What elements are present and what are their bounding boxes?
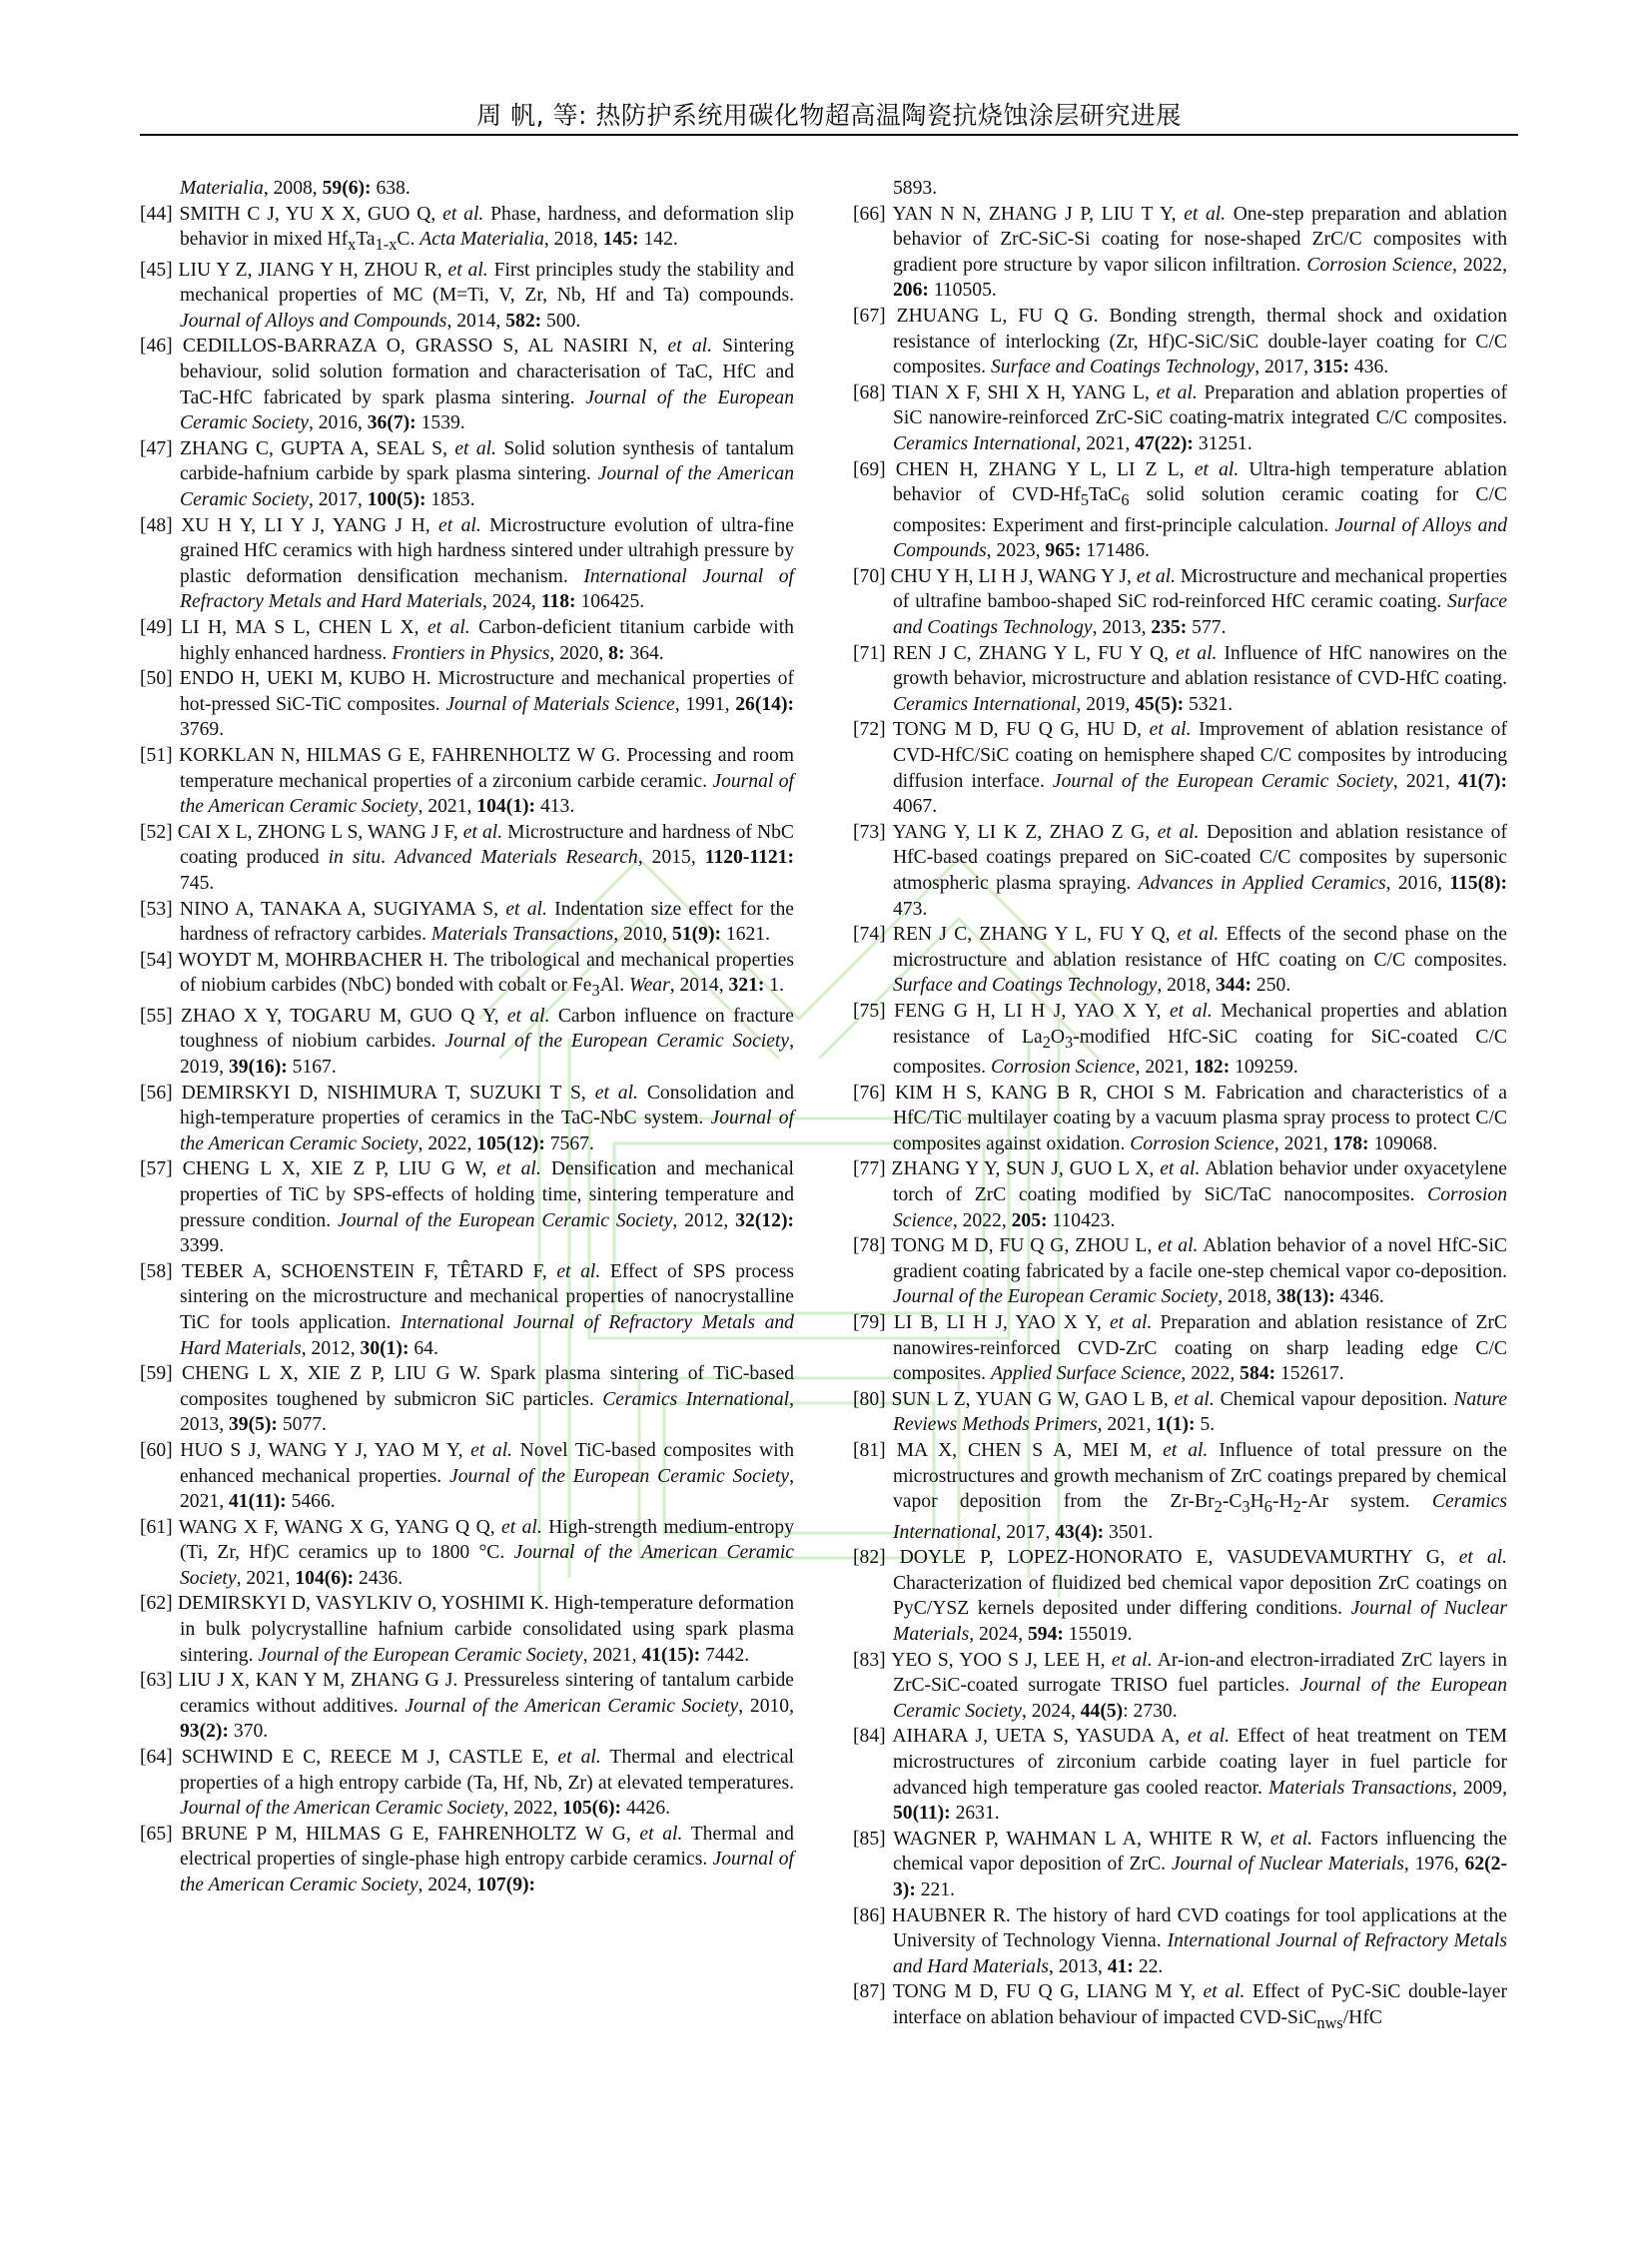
reference-entry [853,1648,1507,1725]
reference-number: [47] [140,437,180,459]
reference-entry [140,1156,794,1258]
reference-text: CEDILLOS-BARRAZA O, GRASSO S, AL NASIRI N, et al. Sintering behaviour, solid solution formation and characterisation of TaC, HfC and TaC-HfC fabricated by spark plasma sintering. Journal of the European Ceramic Society, 2016, 36(7): 1539. [180,336,795,434]
reference-entry [853,1310,1507,1387]
reference-number: [80] [853,1388,892,1410]
reference-number: [75] [853,1000,895,1022]
reference-number: [83] [853,1649,892,1671]
reference-number: [44] [140,203,180,225]
reference-number: [51] [140,744,180,766]
reference-text: LIU Y Z, JIANG Y H, ZHOU R, et al. First principles study the stability and mechanical properties of MC (M=Ti, V, Zr, Nb, Hf and Ta) compounds. Journal of Alloys and Compounds, 2014, 582: 500. [178,259,794,332]
reference-entry [853,1827,1507,1903]
reference-number: [58] [140,1260,182,1282]
reference-number: [53] [140,898,180,920]
reference-entry [140,743,794,820]
reference-number: [71] [853,642,893,664]
reference-text: BRUNE P M, HILMAS G E, FAHRENHOLTZ W G, et al. Thermal and electrical properties of single‐phase high entropy carbide ceramics. Journal of the American Ceramic Society, 2024, 107(9): [180,1823,794,1895]
reference-entry [853,1233,1507,1310]
reference-entry [140,436,794,513]
reference-text: CHEN H, ZHANG Y L, LI Z L, et al. Ultra-high temperature ablation behavior of CVD-$Hf_5TaC_6$ solid solution ceramic coating for C/C composites: Experiment and first-principle calculation. Journal of Alloys and Compounds, 2023, 965: 171486. [893,458,1507,562]
reference-text: WANG X F, WANG X G, YANG Q Q, et al. High‐strength medium‐entropy (Ti, Zr, Hf)C ceramics up to 1800 °C. Journal of the American Ceramic Society, 2021, 104(6): 2436. [178,1516,794,1589]
reference-text: WOYDT M, MOHRBACHER H. The tribological and mechanical properties of niobium carbides (NbC) bonded with cobalt or $Fe_3Al$. Wear, 2014, 321: 1. [178,949,794,1001]
reference-text: CAI X L, ZHONG L S, WANG J F, et al. Microstructure and hardness of NbC coating produced in situ. Advanced Materials Research, 2015, 1120-1121: 745. [177,821,795,894]
reference-text: KIM H S, KANG B R, CHOI S M. Fabrication and characteristics of a HfC/TiC multilayer coating by a vacuum plasma spray process to protect C/C composites against oxidation. Corrosion Science, 2021, 178: 109068. [893,1082,1507,1154]
reference-entry [853,380,1507,457]
reference-number: [86] [853,1904,892,1926]
reference-text: YANG Y, LI K Z, ZHAO Z G, et al. Deposition and ablation resistance of HfC-based coatings prepared on SiC-coated C/C composites by supersonic atmospheric plasma spraying. Advances in Applied Ceramics, 2016, 115(8): 473. [892,821,1507,920]
reference-text: LIU J X, KAN Y M, ZHANG G J. Pressureless sintering of tantalum carbide ceramics without additives. Journal of the American Ceramic Society, 2010, 93(2): 370. [178,1670,794,1743]
reference-entry [853,1724,1507,1826]
reference-number: [85] [853,1828,894,1850]
reference-entry [853,457,1507,564]
reference-number: [65] [140,1823,182,1845]
reference-text: DEMIRSKYI D, NISHIMURA T, SUZUKI T S, et al. Consolidation and high‐temperature properties of ceramics in the TaC‐NbC system. Journal of the American Ceramic Society, 2022, 105(12): 7567. [180,1082,795,1154]
reference-number: [82] [853,1547,900,1569]
right-column [853,176,1507,2035]
reference-number: [72] [853,719,893,741]
reference-text: YEO S, YOO S J, LEE H, et al. Ar-ion-and electron-irradiated ZrC layers in ZrC-SiC-coated surrogate TRISO fuel particles. Journal of the European Ceramic Society, 2024, 44(5): 2730. [891,1649,1508,1722]
reference-entry [853,202,1507,304]
reference-text: YAN N N, ZHANG J P, LIU T Y, et al. One-step preparation and ablation behavior of ZrC-SiC-Si coating for nose-shaped ZrC/C composites with gradient pore structure by vapor silicon infiltration. Corrosion Science, 2022, 206: 110505. [892,203,1507,302]
reference-text: TONG M D, FU Q G, LIANG M Y, et al. Effect of PyC-SiC double-layer interface on ablation behaviour of impacted CVD-SiC$_{nws}$/HfC [892,1981,1507,2032]
reference-text: WAGNER P, WAHMAN L A, WHITE R W, et al. Factors influencing the chemical vapor deposition of ZrC. Journal of Nuclear Materials, 1976, 62(2-3): 221. [893,1828,1507,1900]
reference-number: [74] [853,924,893,946]
reference-entry [853,1081,1507,1157]
reference-entry [140,202,794,258]
reference-entry [140,1591,794,1668]
reference-list-right [853,202,1507,2036]
reference-text: CHU Y H, LI H J, WANG Y J, et al. Microstructure and mechanical properties of ultrafine bamboo-shaped SiC rod-reinforced HfC ceramic coating. Surface and Coatings Technology, 2013, 235: 577. [890,565,1507,638]
reference-text: TEBER A, SCHOENSTEIN F, TÊTARD F, et al. Effect of SPS process sintering on the microstructure and mechanical properties of nanocrystalline TiC for tools application. International Journal of Refractory Metals and Hard Materials, 2012, 30(1): 64. [180,1260,794,1359]
reference-entry [853,1387,1507,1438]
reference-text: TONG M D, FU Q G, HU D, et al. Improvement of ablation resistance of CVD-HfC/SiC coating on hemisphere shaped C/C composites by introducing diffusion interface. Journal of the European Ceramic Society, 2021, 41(7): 4067. [892,719,1507,818]
reference-text: FENG G H, LI H J, YAO X Y, et al. Mechanical properties and ablation resistance of $La_2O_3$-modified HfC-SiC coating for SiC-coated C/C composites. Corrosion Science, 2021, 182: 109259. [893,1000,1508,1078]
reference-number: [60] [140,1439,181,1461]
reference-text: ZHANG C, GUPTA A, SEAL S, et al. Solid solution synthesis of tantalum carbide-hafnium carbide by spark plasma sintering. Journal of the American Ceramic Society, 2017, 100(5): 1853. [180,437,794,511]
left-column [140,176,794,1898]
reference-entry [853,1545,1507,1647]
reference-entry [853,717,1507,819]
running-header: 周 帆, 等: 热防护系统用碳化物超高温陶瓷抗烧蚀涂层研究进展 [476,101,1182,130]
reference-entry [140,1361,794,1438]
reference-entry [140,1438,794,1515]
reference-text: ENDO H, UEKI M, KUBO H. Microstructure and mechanical properties of hot-pressed SiC-TiC composites. Journal of Materials Science, 1991, 26(14): 3769. [179,668,794,741]
reference-number: [52] [140,821,178,843]
reference-text: NINO A, TANAKA A, SUGIYAMA S, et al. Indentation size effect for the hardness of refractory carbides. Materials Transactions, 2010, 51(9): 1621. [179,898,794,946]
reference-number: [59] [140,1363,183,1385]
reference-number: [64] [140,1747,182,1769]
reference-number: [50] [140,668,180,690]
reference-number: [54] [140,949,179,971]
reference-number: [69] [853,458,896,480]
reference-entry [140,1081,794,1157]
reference-text: HAUBNER R. The history of hard CVD coatings for tool applications at the University of Technology Vienna. International Journal of Refractory Metals and Hard Materials, 2013, 41: 22. [891,1904,1508,1977]
reference-entry [853,922,1507,999]
reference-number: [49] [140,617,182,638]
reference-number: [67] [853,305,897,327]
reference-number: [68] [853,381,893,403]
reference-text: DEMIRSKYI D, VASYLKIV O, YOSHIMI K. High-temperature deformation in bulk polycrystalline hafnium carbide consolidated using spark plasma sintering. Journal of the European Ceramic Society, 2021, 41(15): 7442. [177,1593,794,1666]
reference-entry [140,897,794,948]
reference-text: KORKLAN N, HILMAS G E, FAHRENHOLTZ W G. Processing and room temperature mechanical properties of a zirconium carbide ceramic. Journal of the American Ceramic Society, 2021, 104(1): 413. [179,744,795,818]
reference-number: [66] [853,203,893,225]
reference-number: [78] [853,1235,892,1257]
reference-entry [140,948,794,1004]
reference-number: [77] [853,1158,892,1180]
reference-entry [140,258,794,335]
reference-text: SCHWIND E C, REECE M J, CASTLE E, et al. Thermal and electrical properties of a high entropy carbide (Ta, Hf, Nb, Zr) at elevated temperatures. Journal of the American Ceramic Society, 2022, 105(6): 4426. [180,1747,794,1820]
reference-entry [140,513,794,615]
reference-entry [853,820,1507,922]
reference-text: XU H Y, LI Y J, YANG J H, et al. Microstructure evolution of ultra-fine grained HfC ceramics with high hardness sintered under ultrahigh pressure by plastic deformation densification mechanism. International Journal of Refractory Metals and Hard Materials, 2024, 118: 106425. [180,514,794,613]
reference-entry [140,1745,794,1822]
reference-entry [140,666,794,743]
reference-text: CHENG L X, XIE Z P, LIU G W, et al. Densification and mechanical properties of TiC by SPS-effects of holding time, sintering temperature and pressure condition. Journal of the European Ceramic Society, 2012, 32(12): 3399. [180,1158,795,1257]
reference-text: TONG M D, FU Q G, ZHOU L, et al. Ablation behavior of a novel HfC-SiC gradient coating fabricated by a facile one-step chemical vapor co-deposition. Journal of the European Ceramic Society, 2018, 38(13): 4346. [891,1235,1507,1308]
reference-number: [61] [140,1516,179,1538]
reference-entry [140,1004,794,1081]
reference-text: SUN L Z, YUAN G W, GAO L B, et al. Chemical vapour deposition. Nature Reviews Methods Primers, 2021, 1(1): 5. [891,1388,1508,1436]
reference-text: REN J C, ZHANG Y L, FU Y Q, et al. Effects of the second phase on the microstructure and ablation resistance of HfC coating on C/C composites. Surface and Coatings Technology, 2018, 344: 250. [892,924,1507,997]
reference-text: ZHUANG L, FU Q G. Bonding strength, thermal shock and oxidation resistance of interlocking (Zr, Hf)C-SiC/SiC double-layer coating for C/C composites. Surface and Coatings Technology, 2017, 315: 436. [893,305,1507,378]
reference-number: [84] [853,1726,893,1748]
reference-continuation: Materialia, 2008, 59(6): 638. [180,178,411,199]
reference-text: LI B, LI H J, YAO X Y, et al. Preparation and ablation resistance of ZrC nanowires-reinforced CVD-ZrC coating on sharp leading edge C/C composites. Applied Surface Science, 2022, 584: 152617. [893,1311,1508,1385]
reference-number: [73] [853,821,893,843]
reference-entry [140,820,794,897]
reference-text: ZHAO X Y, TOGARU M, GUO Q Y, et al. Carbon influence on fracture toughness of niobium carbides. Journal of the European Ceramic Society, 2019, 39(16): 5167. [180,1005,794,1078]
reference-text: CHENG L X, XIE Z P, LIU G W. Spark plasma sintering of TiC-based composites toughened by submicron SiC particles. Ceramics International, 2013, 39(5): 5077. [180,1363,795,1436]
reference-entry [853,1979,1507,2035]
reference-number: [76] [853,1082,895,1104]
reference-text: HUO S J, WANG Y J, YAO M Y, et al. Novel TiC-based composites with enhanced mechanical properties. Journal of the European Ceramic Society, 2021, 41(11): 5466. [180,1439,794,1513]
reference-entry [140,1515,794,1592]
reference-number: [46] [140,336,183,358]
reference-entry [853,564,1507,641]
reference-entry [853,1438,1507,1545]
reference-number: [79] [853,1311,894,1333]
reference-text: ZHANG Y Y, SUN J, GUO L X, et al. Ablation behavior under oxyacetylene torch of ZrC coating modified by SiC/TaC nanocomposites. Corrosion Science, 2022, 205: 110423. [891,1158,1507,1231]
reference-entry [853,1156,1507,1233]
reference-text: DOYLE P, LOPEZ-HONORATO E, VASUDEVAMURTHY G, et al. Characterization of fluidized bed chemical vapor deposition ZrC coatings on PyC/YSZ kernels deposited under differing conditions. Journal of Nuclear Materials, 2024, 594: 155019. [893,1547,1507,1645]
reference-number: [70] [853,565,891,587]
reference-entry [853,1903,1507,1980]
reference-number: [87] [853,1981,893,2003]
reference-text: AIHARA J, UETA S, YASUDA A, et al. Effect of heat treatment on TEM microstructures of zirconium carbide coating layer in fuel particle for advanced high temperature gas cooled reactor. Materials Transactions, 2009, 50(11): 2631. [892,1726,1508,1825]
reference-continuation: 5893. [893,178,938,199]
reference-text: LI H, MA S L, CHEN L X, et al. Carbon-deficient titanium carbide with highly enhanced hardness. Frontiers in Physics, 2020, 8: 364. [180,617,794,664]
reference-number: [56] [140,1082,182,1104]
reference-number: [48] [140,514,182,536]
reference-number: [81] [853,1439,897,1461]
reference-text: MA X, CHEN S A, MEI M, et al. Influence of total pressure on the microstructures and growth mechanism of ZrC coatings prepared by chemical vapor deposition from the $Zr-Br_2-C_3H_6-H_2-Ar$ system. Ceramics International, 2017, 43(4): 3501. [893,1439,1507,1543]
reference-entry [140,1259,794,1361]
reference-number: [57] [140,1158,183,1180]
reference-text: TIAN X F, SHI X H, YANG L, et al. Preparation and ablation properties of SiC nanowire-reinforced ZrC-SiC coating-matrix integrated C/C composites. Ceramics International, 2021, 47(22): 31251. [892,381,1507,454]
reference-entry [140,1668,794,1745]
reference-number: [55] [140,1005,181,1027]
reference-number: [63] [140,1670,179,1692]
reference-number: [62] [140,1593,178,1615]
reference-entry [853,641,1507,718]
reference-entry [140,334,794,435]
header-rule [140,134,1518,136]
reference-number: [45] [140,259,179,281]
reference-list-left [140,202,794,1898]
reference-entry [140,615,794,666]
reference-text: REN J C, ZHANG Y L, FU Y Q, et al. Influence of HfC nanowires on the growth behavior, microstructure and ablation resistance of CVD-HfC coating. Ceramics International, 2019, 45(5): 5321. [892,642,1507,715]
reference-entry [140,1822,794,1898]
reference-entry [853,304,1507,380]
reference-entry [853,999,1507,1081]
reference-text: SMITH C J, YU X X, GUO Q, et al. Phase, hardness, and deformation slip behavior in mixed $Hf_xTa_{1-x}C$. Acta Materialia, 2018, 145: 142. [179,203,794,255]
